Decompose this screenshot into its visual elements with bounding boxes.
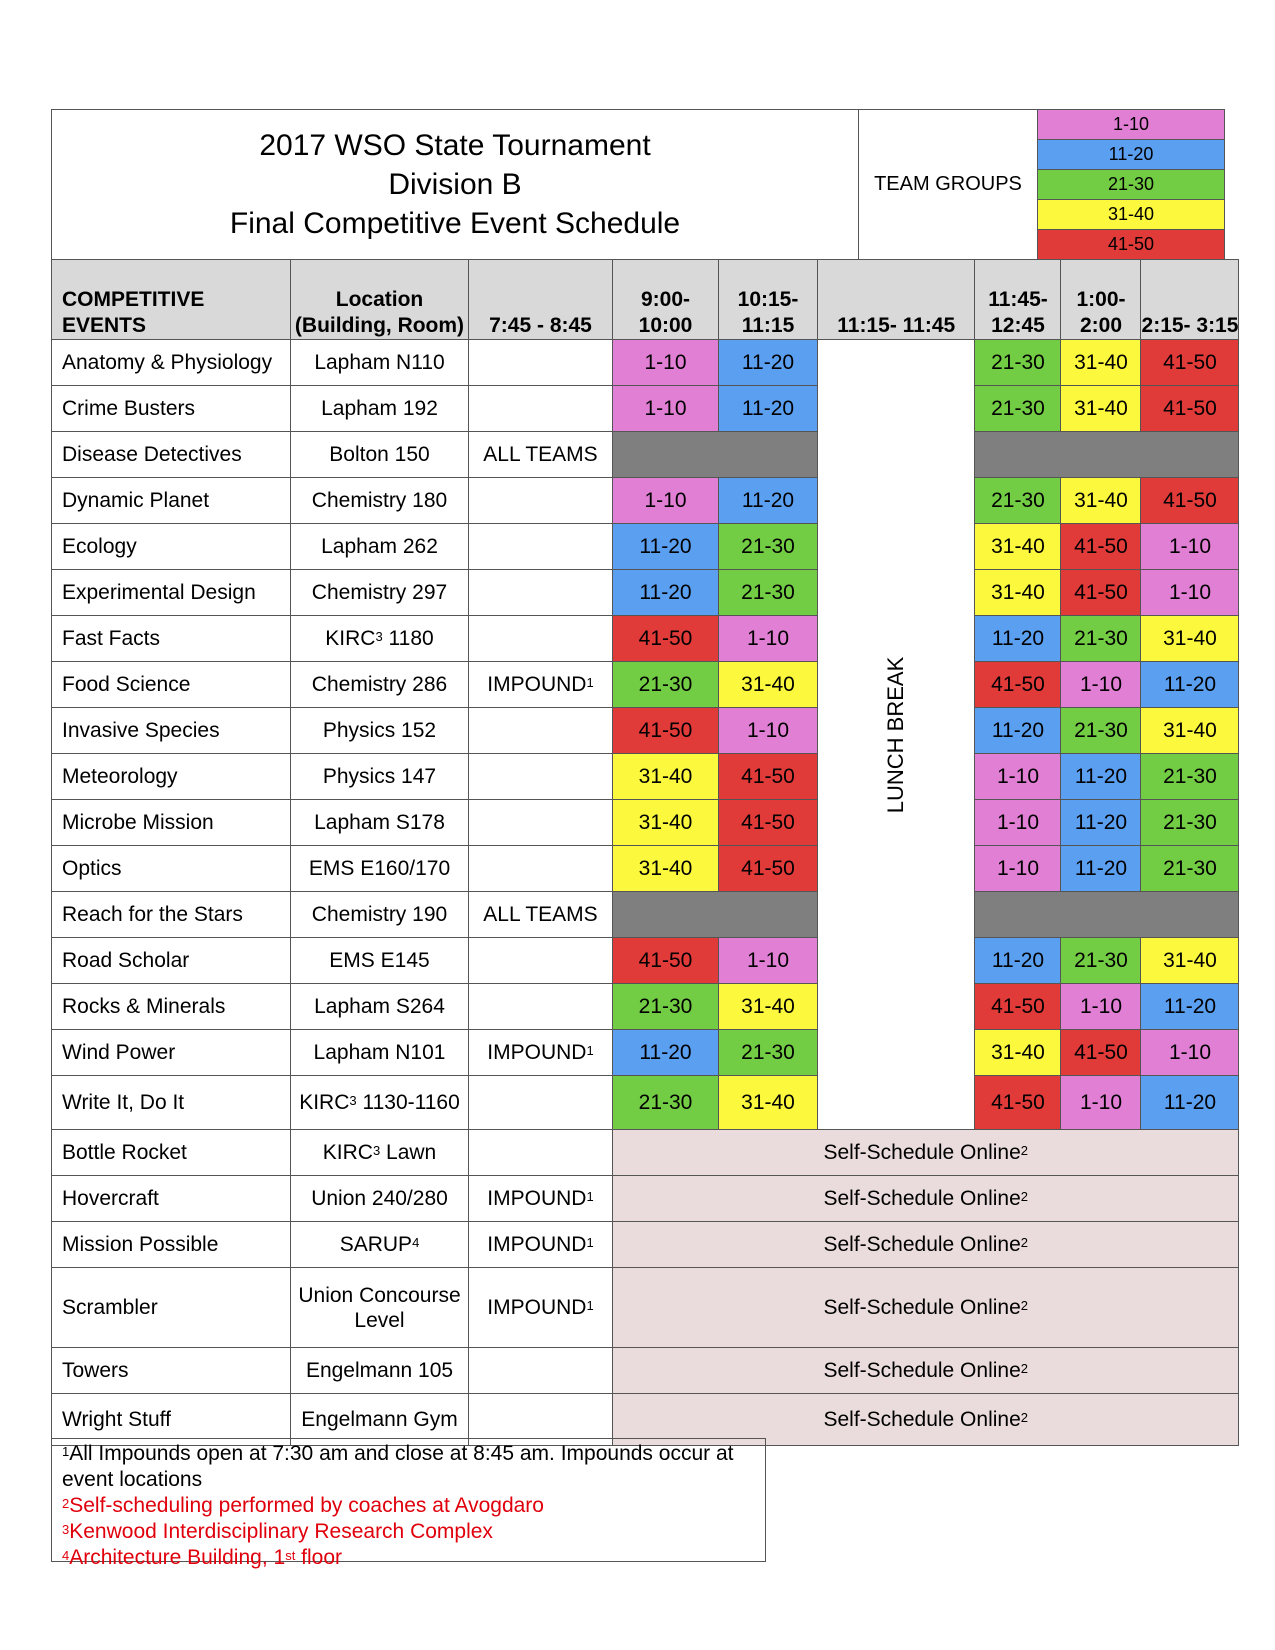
slot-0900: 41-50: [613, 708, 719, 754]
table-row: [52, 1030, 1239, 1076]
title-line-3: Final Competitive Event Schedule: [229, 207, 681, 240]
slot-1145: 1-10: [975, 754, 1061, 800]
table-row: [52, 754, 1239, 800]
self-schedule-cell: Self-Schedule Online$^2$: [613, 1394, 1239, 1446]
event-name: Food Science: [52, 662, 291, 708]
slot-0215: 41-50: [1141, 386, 1239, 432]
slot-0100: 11-20: [1061, 754, 1141, 800]
slot-1145: 31-40: [975, 570, 1061, 616]
event-location: Chemistry 297: [291, 570, 469, 616]
event-name: Optics: [52, 846, 291, 892]
slot-0745: [469, 570, 613, 616]
table-row: [52, 432, 1239, 478]
event-name: Road Scholar: [52, 938, 291, 984]
slot-0900: 41-50: [613, 938, 719, 984]
slot-0900: 21-30: [613, 984, 719, 1030]
slot-0745: [469, 938, 613, 984]
table-row: [52, 1222, 1239, 1268]
slot-1145: 41-50: [975, 662, 1061, 708]
event-location: KIRC$^3$ Lawn: [291, 1130, 469, 1176]
slot-1145: 21-30: [975, 340, 1061, 386]
slot-1015: 21-30: [719, 1030, 818, 1076]
table-row: [52, 616, 1239, 662]
slot-0100: 1-10: [1061, 1076, 1141, 1130]
team-group-legend: 1-10: [1038, 110, 1225, 140]
slot-0215: 11-20: [1141, 662, 1239, 708]
slot-0900: 21-30: [613, 662, 719, 708]
blocked-slot: [613, 432, 818, 478]
event-location: Lapham N101: [291, 1030, 469, 1076]
table-row: [52, 386, 1239, 432]
schedule-header: [51, 109, 1226, 259]
self-schedule-cell: Self-Schedule Online$^2$: [613, 1268, 1239, 1348]
slot-0100: 41-50: [1061, 524, 1141, 570]
slot-1145: 31-40: [975, 1030, 1061, 1076]
event-name: Rocks & Minerals: [52, 984, 291, 1030]
event-location: Bolton 150: [291, 432, 469, 478]
slot-0745: [469, 478, 613, 524]
event-name: Microbe Mission: [52, 800, 291, 846]
slot-0100: 1-10: [1061, 984, 1141, 1030]
table-row: [52, 478, 1239, 524]
slot-1015: 1-10: [719, 938, 818, 984]
col-header-time-1115: 11:15- 11:45: [818, 260, 975, 340]
slot-0745: [469, 1076, 613, 1130]
slot-0900: 31-40: [613, 846, 719, 892]
slot-1145: 11-20: [975, 938, 1061, 984]
table-row: [52, 984, 1239, 1030]
page-title: [52, 110, 859, 260]
slot-0745: [469, 754, 613, 800]
col-header-time-0100: 1:00- 2:00: [1061, 260, 1141, 340]
event-name: Scrambler: [52, 1268, 291, 1348]
slot-0745: [469, 386, 613, 432]
event-name: Towers: [52, 1348, 291, 1394]
lunch-break-label: LUNCH BREAK: [883, 656, 909, 813]
slot-0745: ALL TEAMS: [469, 892, 613, 938]
event-location: Physics 152: [291, 708, 469, 754]
col-header-time-1015: 10:15- 11:15: [719, 260, 818, 340]
table-header-row: [52, 260, 1239, 340]
slot-1145: 1-10: [975, 800, 1061, 846]
event-name: Write It, Do It: [52, 1076, 291, 1130]
slot-0900: 11-20: [613, 570, 719, 616]
slot-1015: 41-50: [719, 846, 818, 892]
slot-0900: 21-30: [613, 1076, 719, 1130]
self-schedule-cell: Self-Schedule Online$^2$: [613, 1176, 1239, 1222]
team-group-legend: 41-50: [1038, 230, 1225, 260]
event-location: Engelmann 105: [291, 1348, 469, 1394]
slot-0745: IMPOUND$^1$: [469, 1222, 613, 1268]
blocked-slot: [975, 892, 1239, 938]
table-row: [52, 1076, 1239, 1130]
event-name: Mission Possible: [52, 1222, 291, 1268]
slot-0215: 31-40: [1141, 708, 1239, 754]
self-schedule-cell: Self-Schedule Online$^2$: [613, 1222, 1239, 1268]
self-schedule-cell: Self-Schedule Online$^2$: [613, 1130, 1239, 1176]
table-row: [52, 708, 1239, 754]
slot-0100: 31-40: [1061, 478, 1141, 524]
title-line-2: Division B: [388, 168, 522, 201]
table-row: [52, 1268, 1239, 1348]
slot-0215: 21-30: [1141, 800, 1239, 846]
blocked-slot: [975, 432, 1239, 478]
footnotes: [51, 1438, 766, 1569]
slot-1015: 1-10: [719, 708, 818, 754]
event-location: Physics 147: [291, 754, 469, 800]
footnote-4: $^4$Architecture Building, 1st floor: [62, 1546, 342, 1569]
slot-0215: 31-40: [1141, 616, 1239, 662]
slot-1145: 41-50: [975, 984, 1061, 1030]
slot-0745: [469, 708, 613, 754]
event-name: Meteorology: [52, 754, 291, 800]
slot-1015: 31-40: [719, 984, 818, 1030]
event-name: Bottle Rocket: [52, 1130, 291, 1176]
slot-0900: 31-40: [613, 754, 719, 800]
slot-1015: 31-40: [719, 1076, 818, 1130]
table-row: [52, 800, 1239, 846]
slot-1145: 1-10: [975, 846, 1061, 892]
schedule-table: [51, 259, 1239, 1446]
event-location: EMS E145: [291, 938, 469, 984]
slot-0100: 11-20: [1061, 800, 1141, 846]
slot-0100: 41-50: [1061, 1030, 1141, 1076]
slot-0100: 31-40: [1061, 386, 1141, 432]
col-header-time-0745: 7:45 - 8:45: [469, 260, 613, 340]
slot-0215: 11-20: [1141, 1076, 1239, 1130]
slot-1145: 31-40: [975, 524, 1061, 570]
col-header-time-1145: 11:45- 12:45: [975, 260, 1061, 340]
slot-0745: IMPOUND$^1$: [469, 1268, 613, 1348]
footnote-1: $^1$All Impounds open at 7:30 am and close at 8:45 am. Impounds occur at event locations: [62, 1442, 734, 1491]
slot-1015: 11-20: [719, 340, 818, 386]
table-row: [52, 1348, 1239, 1394]
table-row: [52, 524, 1239, 570]
slot-0900: 31-40: [613, 800, 719, 846]
slot-1015: 11-20: [719, 478, 818, 524]
slot-0100: 41-50: [1061, 570, 1141, 616]
col-header-time-0215: 2:15- 3:15: [1141, 260, 1239, 340]
event-location: Lapham 192: [291, 386, 469, 432]
table-row: [52, 846, 1239, 892]
team-group-legend: 11-20: [1038, 140, 1225, 170]
team-groups-label: TEAM GROUPS: [859, 110, 1038, 260]
table-row: [52, 1130, 1239, 1176]
event-location: KIRC$^3$ 1130-1160: [291, 1076, 469, 1130]
slot-0100: 11-20: [1061, 846, 1141, 892]
event-location: Chemistry 190: [291, 892, 469, 938]
event-name: Reach for the Stars: [52, 892, 291, 938]
slot-0100: 21-30: [1061, 708, 1141, 754]
slot-0900: 1-10: [613, 340, 719, 386]
slot-1015: 31-40: [719, 662, 818, 708]
slot-0215: 41-50: [1141, 340, 1239, 386]
col-header-events: COMPETITIVE EVENTS: [52, 260, 291, 340]
slot-1015: 21-30: [719, 570, 818, 616]
team-group-legend: 31-40: [1038, 200, 1225, 230]
event-name: Invasive Species: [52, 708, 291, 754]
event-location: EMS E160/170: [291, 846, 469, 892]
event-location: Chemistry 286: [291, 662, 469, 708]
event-name: Dynamic Planet: [52, 478, 291, 524]
event-name: Disease Detectives: [52, 432, 291, 478]
slot-0745: [469, 1130, 613, 1176]
slot-0900: 1-10: [613, 478, 719, 524]
lunch-break-cell: [818, 340, 975, 1130]
slot-0900: 11-20: [613, 1030, 719, 1076]
table-row: [52, 570, 1239, 616]
col-header-time-0900: 9:00- 10:00: [613, 260, 719, 340]
slot-0100: 31-40: [1061, 340, 1141, 386]
title-line-1: 2017 WSO State Tournament: [259, 129, 651, 162]
footnote-3: $^3$Kenwood Interdisciplinary Research Complex: [62, 1520, 493, 1543]
slot-0215: 41-50: [1141, 478, 1239, 524]
slot-0215: 11-20: [1141, 984, 1239, 1030]
event-location: Union Concourse Level: [291, 1268, 469, 1348]
slot-0215: 1-10: [1141, 1030, 1239, 1076]
event-name: Experimental Design: [52, 570, 291, 616]
event-location: Lapham N110: [291, 340, 469, 386]
slot-0745: [469, 524, 613, 570]
self-schedule-cell: Self-Schedule Online$^2$: [613, 1348, 1239, 1394]
event-name: Hovercraft: [52, 1176, 291, 1222]
slot-0215: 1-10: [1141, 524, 1239, 570]
table-row: [52, 1176, 1239, 1222]
slot-1015: 41-50: [719, 754, 818, 800]
col-header-location: Location (Building, Room): [291, 260, 469, 340]
event-name: Ecology: [52, 524, 291, 570]
slot-0745: [469, 616, 613, 662]
slot-1145: 11-20: [975, 616, 1061, 662]
slot-0900: 1-10: [613, 386, 719, 432]
event-location: Lapham 262: [291, 524, 469, 570]
slot-0745: IMPOUND$^1$: [469, 1176, 613, 1222]
slot-0745: ALL TEAMS: [469, 432, 613, 478]
slot-0215: 1-10: [1141, 570, 1239, 616]
slot-0100: 21-30: [1061, 938, 1141, 984]
event-name: Wind Power: [52, 1030, 291, 1076]
slot-1015: 41-50: [719, 800, 818, 846]
slot-1145: 21-30: [975, 478, 1061, 524]
event-name: Wright Stuff: [52, 1394, 291, 1446]
team-group-legend: 21-30: [1038, 170, 1225, 200]
slot-1015: 11-20: [719, 386, 818, 432]
event-location: SARUP$^4$: [291, 1222, 469, 1268]
table-row: [52, 340, 1239, 386]
slot-1145: 41-50: [975, 1076, 1061, 1130]
slot-0900: 11-20: [613, 524, 719, 570]
event-location: Union 240/280: [291, 1176, 469, 1222]
slot-0215: 21-30: [1141, 754, 1239, 800]
blocked-slot: [613, 892, 818, 938]
event-name: Crime Busters: [52, 386, 291, 432]
slot-0745: [469, 800, 613, 846]
slot-0745: [469, 846, 613, 892]
event-location: Lapham S178: [291, 800, 469, 846]
slot-1015: 1-10: [719, 616, 818, 662]
slot-0745: IMPOUND$^1$: [469, 1030, 613, 1076]
slot-0100: 21-30: [1061, 616, 1141, 662]
slot-0215: 31-40: [1141, 938, 1239, 984]
slot-0745: [469, 340, 613, 386]
event-location: Chemistry 180: [291, 478, 469, 524]
table-row: [52, 938, 1239, 984]
event-location: KIRC$^3$ 1180: [291, 616, 469, 662]
slot-1015: 21-30: [719, 524, 818, 570]
event-location: Engelmann Gym: [291, 1394, 469, 1446]
event-name: Anatomy & Physiology: [52, 340, 291, 386]
slot-0745: [469, 984, 613, 1030]
footnote-2: $^2$Self-scheduling performed by coaches at Avogdaro: [62, 1494, 544, 1517]
slot-1145: 11-20: [975, 708, 1061, 754]
table-row: [52, 892, 1239, 938]
slot-0745: IMPOUND$^1$: [469, 662, 613, 708]
slot-0745: [469, 1348, 613, 1394]
event-location: Lapham S264: [291, 984, 469, 1030]
event-name: Fast Facts: [52, 616, 291, 662]
table-row: [52, 662, 1239, 708]
slot-0215: 21-30: [1141, 846, 1239, 892]
slot-0100: 1-10: [1061, 662, 1141, 708]
slot-1145: 21-30: [975, 386, 1061, 432]
slot-0900: 41-50: [613, 616, 719, 662]
